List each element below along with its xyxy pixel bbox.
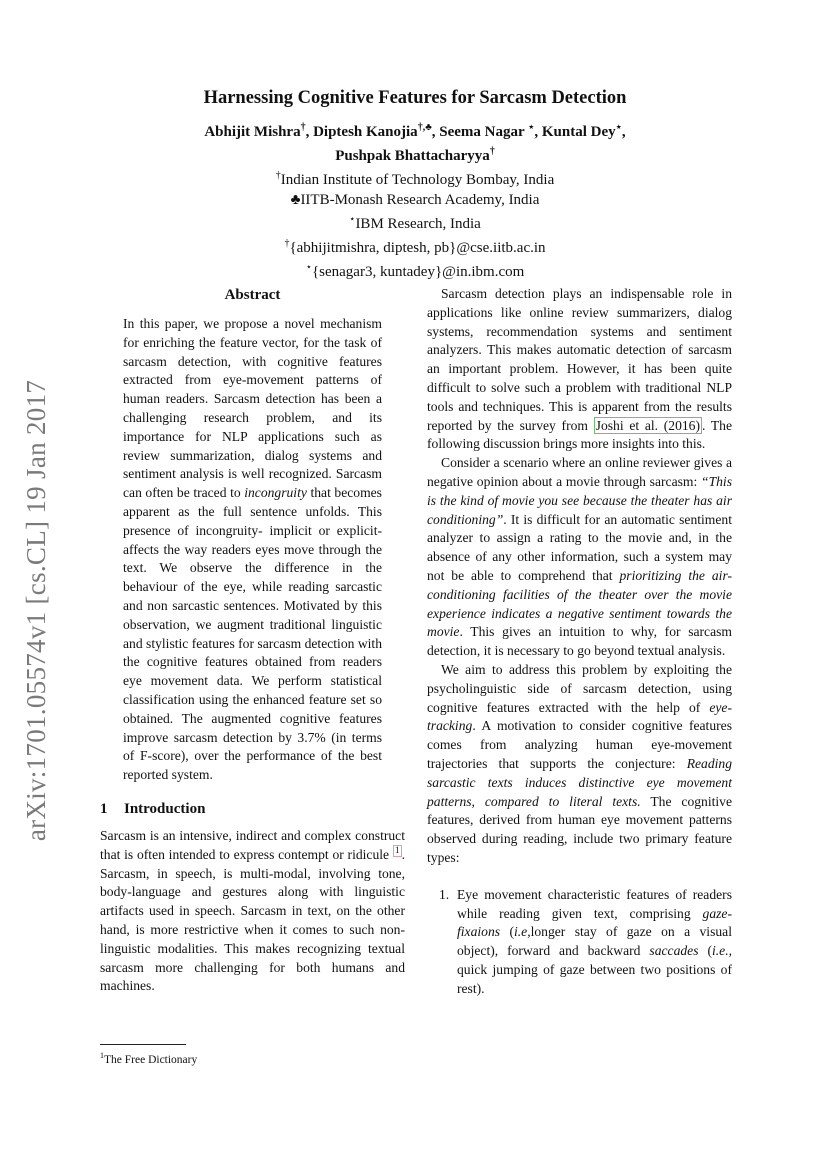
intro-text-part: Sarcasm is an intensive, indirect and complex construct that is often intended to express contempt or ridicule	[100, 827, 405, 862]
email-iitb: {abhijitmishra, diptesh, pb}@cse.iitb.ac.in	[289, 240, 546, 256]
affiliation-line	[100, 166, 730, 190]
list-emphasis: gaze-fixaions	[457, 905, 732, 940]
affiliation-ibm: IBM Research, India	[355, 216, 481, 232]
footnote-link[interactable]: 1	[394, 846, 400, 857]
list-text-part: Eye movement characteristic features of readers while reading given text, comprising	[457, 886, 732, 921]
body-emphasis: prioritizing the air-conditioning facilities of the theater over the movie experience indicates a negative sentiment towards the movie	[427, 567, 732, 640]
body-emphasis: eye-tracking	[427, 699, 732, 734]
arxiv-identifier: arXiv:1701.05574v1 [cs.CL] 19 Jan 2017	[21, 379, 52, 841]
body-text-part: . This gives an intuition to why, for sarcasm detection, it is necessary to go beyond textual analysis.	[427, 624, 732, 659]
author-list	[100, 118, 730, 166]
author-separator: ,	[621, 124, 626, 140]
citation-link[interactable]: Joshi et al. (2016)	[595, 417, 700, 433]
list-item	[427, 886, 732, 999]
affiliation-mark: †	[275, 170, 281, 181]
body-text-part: Sarcasm detection plays an indispensable role in applications like online review summarizers, dialog systems, recommendation systems and sentiment analyzers. This makes automatic detection of sarcasm an important problem. However, it has been quite difficult to solve such a problem with traditional NLP tools and techniques. This is apparent from the results reported by the survey from	[427, 286, 732, 433]
body-text-part: . It is difficult for an automatic sentiment analyzer to assign a rating to the movie and, in the absence of any other information, such a system may not be able to comprehend that	[427, 511, 732, 583]
list-text-part: longer stay of gaze on a visual object), forward and backward	[457, 924, 732, 959]
author-separator: ,	[534, 124, 542, 140]
body-paragraph	[427, 285, 732, 454]
conjecture-emphasis: Reading sarcastic texts induces distinctive eye movement patterns, compared to literal texts.	[427, 755, 732, 809]
author-separator: ,	[305, 124, 314, 140]
paper-header	[100, 86, 730, 282]
author-mark: ⋆	[528, 122, 535, 133]
affiliation-iitb-monash: IITB-Monash Research Academy, India	[300, 192, 540, 208]
section-title: Introduction	[124, 800, 206, 817]
author-name: Abhijit Mishra	[204, 124, 301, 140]
section-number: 1	[100, 800, 108, 817]
arxiv-stamp	[17, 345, 57, 875]
list-emphasis: i.e.,	[711, 943, 732, 959]
body-text-part: The cognitive features, derived from human eye movement patterns observed during reading, include two primary feature types:	[427, 793, 732, 865]
author-name: Pushpak Bhattacharyya	[335, 148, 490, 164]
left-column	[100, 285, 405, 996]
intro-text-part: . Sarcasm, in speech, is multi-modal, involving tone, body-language and gestures along with linguistic artifacts used in speech. Sarcasm in text, on the other hand, is more restrictive when it comes to such non-linguistic modalities. This makes recognizing textual sarcasm more challenging for both humans and machines.	[100, 846, 405, 994]
email-line	[100, 258, 730, 282]
author-mark: †,♣	[417, 122, 432, 133]
affiliation-iit: Indian Institute of Technology Bombay, India	[280, 172, 555, 188]
author-mark: †	[489, 146, 495, 157]
affiliation-line	[100, 210, 730, 234]
list-emphasis: i.e,	[513, 924, 531, 940]
list-text-part: quick jumping of gaze between two positions of rest).	[457, 961, 732, 996]
author-mark: ⋆	[615, 122, 622, 133]
email-mark: †	[284, 238, 290, 249]
list-text-part: (	[500, 924, 514, 940]
list-number: 1.	[439, 886, 450, 902]
email-ibm: {senagar3, kuntadey}@in.ibm.com	[311, 264, 525, 280]
affiliation-line	[100, 190, 730, 210]
abstract-heading: Abstract	[224, 287, 281, 303]
section-heading-introduction	[100, 799, 405, 819]
author-name: Diptesh Kanojia	[313, 124, 418, 140]
list-emphasis: saccades	[649, 943, 699, 959]
body-text-part: . The following discussion brings more insights into this.	[427, 417, 732, 452]
author-name: Kuntal Dey	[541, 124, 616, 140]
sarcastic-example-quote: “This is the kind of movie you see because the theater has air conditioning”	[427, 473, 732, 527]
affiliation-mark: ♣	[290, 192, 301, 208]
right-column	[427, 285, 732, 998]
body-text-part: Consider a scenario where an online reviewer gives a negative opinion about a movie through sarcasm:	[427, 455, 732, 489]
affiliation-mark: ⋆	[349, 214, 356, 225]
abstract-text-part: In this paper, we propose a novel mechanism for enriching the feature vector, for the task of sarcasm detection, with cognitive features extracted from eye-movement patterns of human readers. Sarcasm detection has been a challenging research problem, and its importance for NLP applications such as review summarization, dialog systems and sentiment analysis is well recognized. Sarcasm can often be traced to	[123, 316, 382, 501]
intro-paragraph	[100, 827, 405, 996]
abstract-text	[123, 315, 382, 785]
footnote-rule	[100, 1044, 186, 1045]
abstract-text-part: that becomes apparent as the full sentence unfolds. This presence of incongruity- implicit or explicit- affects the way readers eyes move through the text. We observe the difference in the behaviour of the eye, while reading sarcastic and non sarcastic sentences. Motivated by this observation, we augment traditional linguistic and stylistic features for sarcasm detection with the cognitive features obtained from readers eye movement data. We perform statistical classification using the enhanced feature set so obtained. The augmented cognitive features improve sarcasm detection by 3.7% (in terms of F-score), over the performance of the best reported system.	[123, 485, 382, 783]
body-text-part: We aim to address this problem by exploiting the psycholinguistic side of sarcasm detection, using cognitive features extracted with the help of	[427, 661, 732, 715]
email-mark: ⋆	[305, 262, 312, 273]
email-line	[100, 234, 730, 258]
body-paragraph	[427, 454, 732, 661]
body-text-part: . A motivation to consider cognitive features comes from analyzing human eye-movement trajectories that supports the conjecture:	[427, 718, 732, 771]
footnote-text: The Free Dictionary	[104, 1053, 198, 1066]
footnote	[100, 1044, 405, 1068]
list-item-text	[457, 886, 732, 999]
footnote-mark: 1	[100, 1051, 104, 1060]
author-mark: †	[300, 122, 306, 133]
author-separator: ,	[431, 124, 440, 140]
abstract-emphasis: incongruity	[244, 485, 307, 501]
list-text-part: (	[698, 943, 712, 959]
paper-title: Harnessing Cognitive Features for Sarcasm Detection	[203, 88, 627, 108]
author-name: Seema Nagar	[439, 124, 529, 140]
body-paragraph	[427, 661, 732, 868]
